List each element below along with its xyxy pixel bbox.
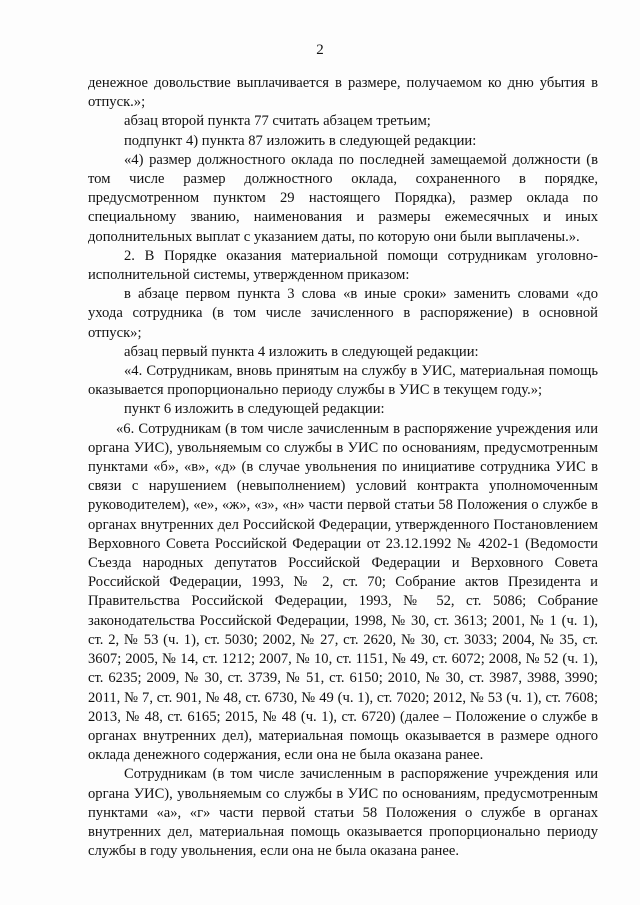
paragraph-8: «4. Сотрудникам, вновь принятым на службу в УИС, материальная помощь оказывается пропорционально периоду службы в УИС в текущем году.»; [88,363,598,399]
paragraph-11: Сотрудникам (в том числе зачисленным в распоряжение учреждения или органа УИС), увольняемым со службы в УИС по основаниям, предусмотренным пунктами «а», «г» части первой статьи 58 Положения о службе в органах внутренних дел, материальная помощь оказывается пропорционально периоду службы в году увольнения, если она не была оказана ранее. [88,766,598,860]
paragraph-3: подпункт 4) пункта 87 изложить в следующей редакции: [124,132,477,149]
paragraph-7: абзац первый пункта 4 изложить в следующей редакции: [124,343,479,360]
paragraph-6: в абзаце первом пункта 3 слова «в иные сроки» заменить словами «до ухода сотрудника (в том числе зачисленного в распоряжение) в основной отпуск»; [88,286,598,341]
paragraph-9: пункт 6 изложить в следующей редакции: [124,401,385,418]
paragraph-5: 2. В Порядке оказания материальной помощи сотрудникам уголовно-исполнительной системы, утвержденном приказом: [88,247,598,284]
paragraph-1: денежное довольствие выплачивается в размере, получаемом ко дню убытия в отпуск.»; [88,75,598,111]
paragraph-4: «4) размер должностного оклада по последней замещаемой должности (в том числе размер должностного оклада, сохраненного в порядке, предусмотренном пунктом 29 настоящего Порядка), размер оклада по специальному званию, наименования и размеры ежемесячных и иных дополнительных выплат с указанием даты, по которую они были выплачены.». [88,151,598,245]
page-number: 2 [316,42,324,58]
document-body [88,74,598,861]
paragraph-10: «6. Сотрудникам (в том числе зачисленным в распоряжение учреждения или органа УИС), увольняемым со службы в УИС по основаниям, предусмотренным пунктами «б», «в», «д» (в случае увольнения по инициативе сотрудника УИС в связи с нарушением (невыполнением) условий контракта уполномоченным руководителем), «е», «ж», «з», «н» части первой статьи 58 Положения о службе в органах внутренних дел Российской Федерации, утвержденного Постановлением Верховного Совета Российской Федерации от 23.12.1992 № 4202-1 (Ведомости Съезда народных депутатов Российской Федерации и Верховного Совета Российской Федерации, 1993, № 2, ст. 70; Собрание актов Президента и Правительства Российской Федерации, 1993, № 52, ст. 5086; Собрание законодательства Российской Федерации, 1998, № 30, ст. 3613; 2001, № 1 (ч. 1), ст. 2, № 53 (ч. 1), ст. 5030; 2002, № 27, ст. 2620, № 30, ст. 3033; 2004, № 35, ст. 3607; 2005, № 14, ст. 1212; 2007, № 10, ст. 1151, № 49, ст. 6072; 2008, № 52 (ч. 1), ст. 6235; 2009, № 30, ст. 3739, № 51, ст. 6150; 2010, № 30, ст. 3987, 3988, 3990; 2011, № 7, ст. 901, № 48, ст. 6730, № 49 (ч. 1), ст. 7020; 2012, № 53 (ч. 1), ст. 7608; 2013, № 48, ст. 6165; 2015, № 48 (ч. 1), ст. 6720) (далее – Положение о службе в органах внутренних дел), материальная помощь оказывается в размере одного оклада денежного содержания, если она не была оказана ранее. [88,420,598,764]
paragraph-2: абзац второй пункта 77 считать абзацем третьим; [124,113,431,130]
